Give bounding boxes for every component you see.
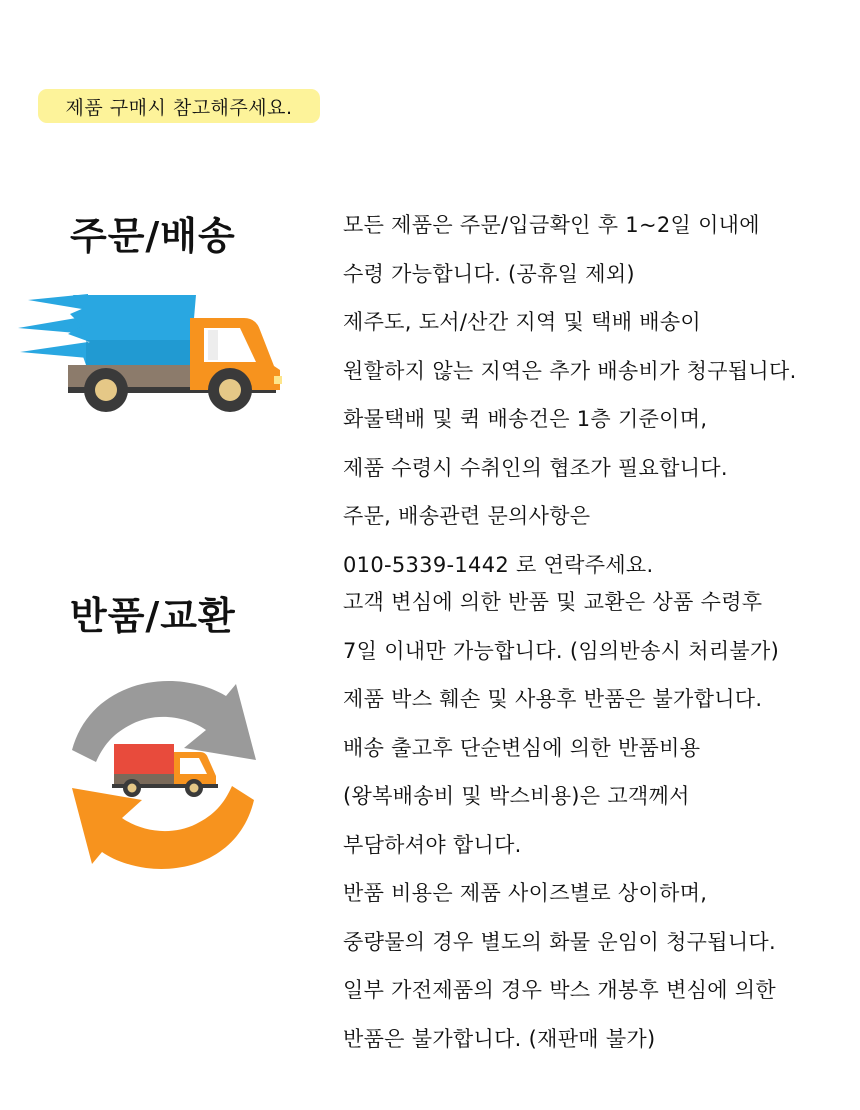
list-item: 제품 수령시 수취인의 협조가 필요합니다.: [343, 456, 728, 480]
list-item: 중량물의 경우 별도의 화물 운임이 청구됩니다.: [343, 930, 776, 954]
list-item: (왕복배송비 및 박스비용)은 고객께서: [343, 784, 690, 808]
shipping-title: 주문/배송: [70, 214, 236, 258]
return-exchange-icon: [66, 668, 262, 880]
notice-text: 제품 구매시 참고해주세요.: [65, 96, 293, 119]
list-item: 수령 가능합니다. (공휴일 제외): [343, 262, 635, 286]
shipping-description: [343, 201, 797, 589]
list-item: 제품 박스 훼손 및 사용후 반품은 불가합니다.: [343, 687, 763, 711]
list-item: 7일 이내만 가능합니다. (임의반송시 처리불가): [343, 639, 780, 663]
list-item: 배송 출고후 단순변심에 의한 반품비용: [343, 736, 701, 760]
returns-title: 반품/교환: [70, 594, 236, 638]
list-item: 반품 비용은 제품 사이즈별로 상이하며,: [343, 881, 708, 905]
list-item: 부담하셔야 합니다.: [343, 833, 522, 857]
list-item: 모든 제품은 주문/입금확인 후 1~2일 이내에: [343, 213, 760, 237]
notice-banner: [38, 89, 320, 123]
list-item: 제주도, 도서/산간 지역 및 택배 배송이: [343, 310, 702, 334]
list-item: 고객 변심에 의한 반품 및 교환은 상품 수령후: [343, 590, 763, 614]
list-item: 010-5339-1442 로 연락주세요.: [343, 553, 654, 577]
list-item: 주문, 배송관련 문의사항은: [343, 504, 591, 528]
list-item: 원할하지 않는 지역은 추가 배송비가 청구됩니다.: [343, 359, 797, 383]
list-item: 반품은 불가합니다. (재판매 불가): [343, 1027, 656, 1051]
returns-description: [343, 578, 779, 1063]
list-item: 일부 가전제품의 경우 박스 개봉후 변심에 의한: [343, 978, 776, 1002]
delivery-truck-icon: [18, 290, 288, 420]
list-item: 화물택배 및 퀵 배송건은 1층 기준이며,: [343, 407, 708, 431]
